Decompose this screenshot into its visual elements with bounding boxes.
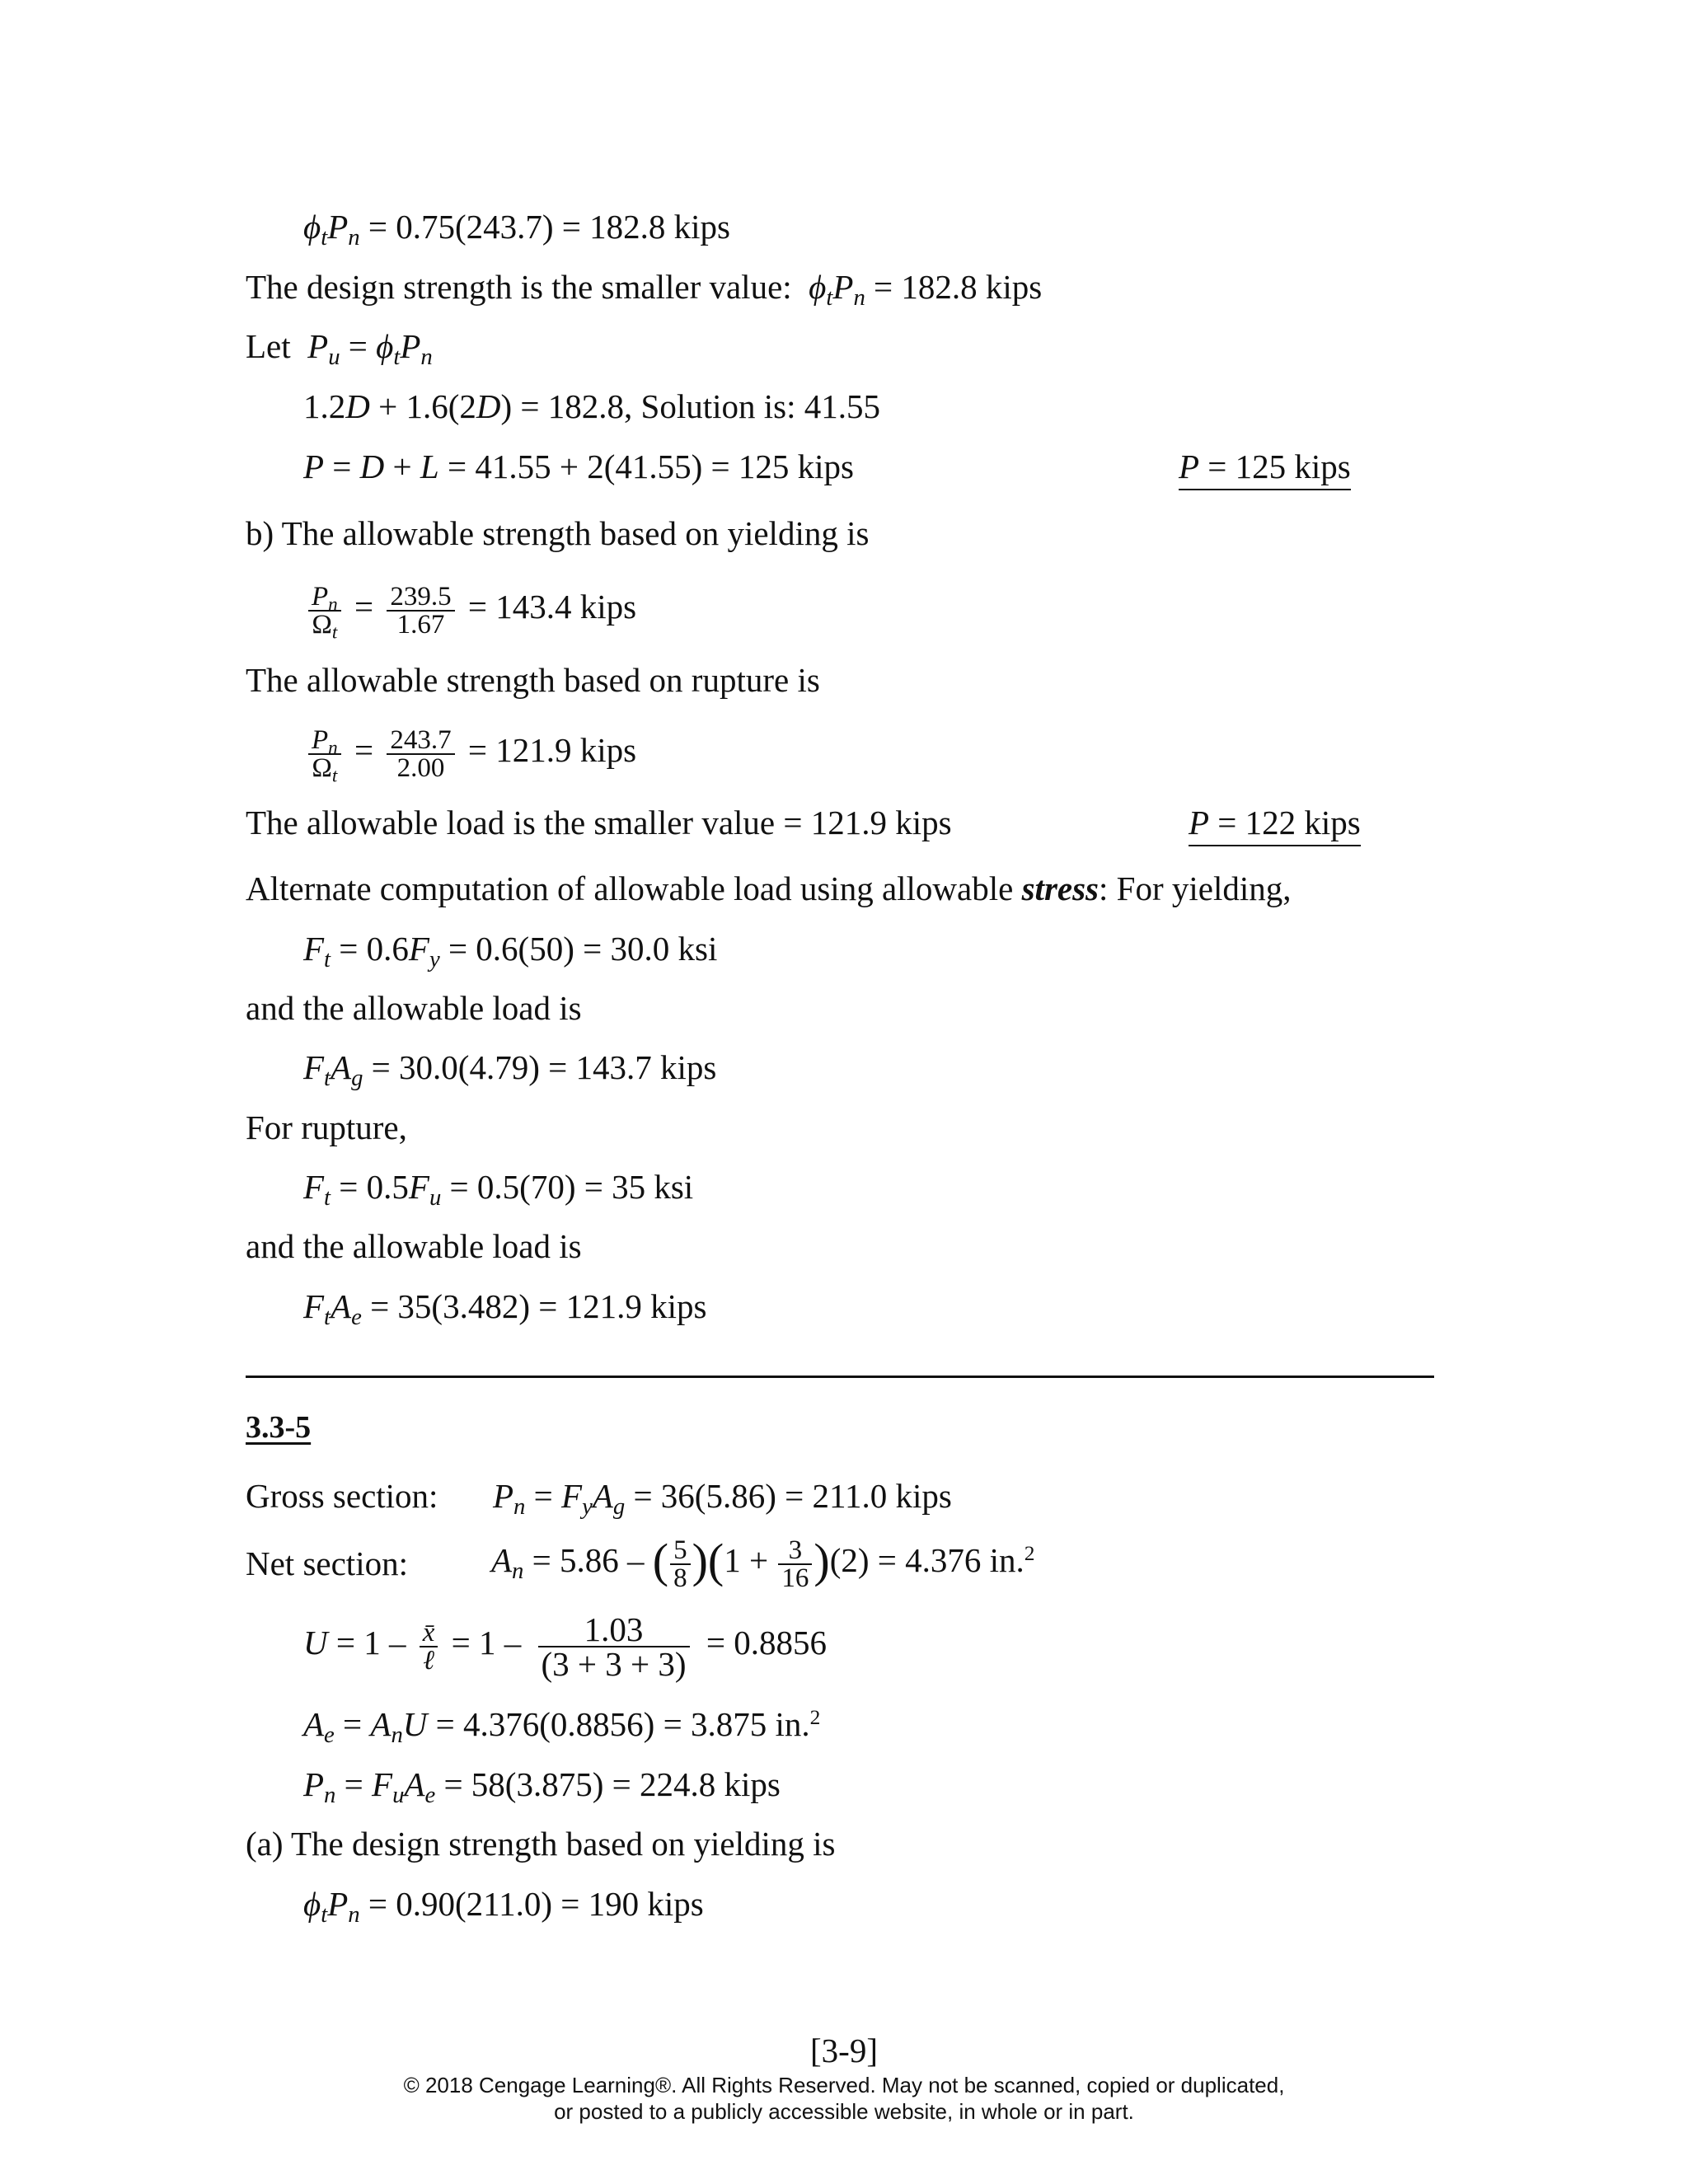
copyright-line-1: © 2018 Cengage Learning®. All Rights Reserved. May not be scanned, copied or duplicated, bbox=[403, 2073, 1285, 2097]
shear-lag-fraction: $\frac{1.03}{(3 + 3 + 3)}$ bbox=[538, 1613, 690, 1680]
equation-phi-pn-rupture: $\phi_tP_n = 0.75(243.7) = 182.8$ kips bbox=[303, 208, 731, 251]
copyright-line-2: or posted to a publicly accessible website, in whole or in part. bbox=[554, 2099, 1134, 2124]
and-allowable-text-1: and the allowable load is bbox=[246, 989, 582, 1027]
five-eighths-fraction: $\frac{5}{8}$ bbox=[670, 1537, 691, 1591]
design-strength-statement: The design strength is the smaller value: $\phi_tP_n = 182.8$ kips bbox=[246, 268, 1043, 312]
alternate-computation-text: Alternate computation of allowable load using allowable stress: For yielding, bbox=[246, 869, 1292, 907]
equation-ft-yield: $F_t = 0.6F_y = 0.6(50) = 30.0$ ksi bbox=[303, 930, 718, 973]
answer-b: P = 122 kips bbox=[1189, 802, 1361, 846]
answer-a: P = 125 kips bbox=[1179, 446, 1351, 490]
net-section-label: Net section: bbox=[246, 1544, 408, 1582]
rupture-fraction: $\frac{243.7}{2.00}$ bbox=[387, 727, 454, 781]
xbar-over-l-fraction: $\frac{x̄}{\text{ℓ}}$ bbox=[420, 1619, 438, 1674]
equation-total-load: P = D + L = 41.55 + 2(41.55) = 125 kips bbox=[303, 448, 854, 485]
equation-phi-pn-yield: $\phi_tP_n = 0.90(211.0) = 190$ kips bbox=[303, 1885, 704, 1929]
pn-over-omega-fraction: $\frac{P_n}{\Omega_t}$ bbox=[308, 727, 341, 781]
equation-rupture-allowable: $\frac{P_n}{\Omega_t}$ = $\frac{243.7}{2.00}$ = 121.9 kips bbox=[303, 717, 636, 783]
for-rupture-text: For rupture, bbox=[246, 1108, 407, 1146]
equation-net-section: $A_n = 5.86$ – ( $\frac{5}{8}$ )(1 + $\frac{3}{16}$ )(2) = 4.376 in.$^2$ bbox=[491, 1534, 1035, 1593]
equation-ftag: $F_tA_g = 30.0(4.79) = 143.7$ kips bbox=[303, 1048, 717, 1092]
design-strength-text: The design strength is the smaller value: bbox=[246, 268, 792, 306]
part-a-text: (a) The design strength based on yielding is bbox=[246, 1825, 836, 1863]
let-statement: Let $P_u = \phi_tP_n$ bbox=[246, 327, 433, 371]
section-divider bbox=[246, 1376, 1434, 1378]
yield-fraction: $\frac{239.5}{1.67}$ bbox=[387, 583, 454, 638]
part-b-text: b) The allowable strength based on yielding is bbox=[246, 514, 870, 552]
three-sixteenths-fraction: $\frac{3}{16}$ bbox=[778, 1537, 812, 1591]
and-allowable-text-2: and the allowable load is bbox=[246, 1227, 582, 1265]
equation-nominal-rupture: $P_n = F_uA_e = 58(3.875) = 224.8$ kips bbox=[303, 1765, 781, 1809]
equation-ftae: $F_tA_e = 35(3.482) = 121.9$ kips bbox=[303, 1287, 707, 1331]
equation-effective-area: $A_e = A_nU = 4.376(0.8856) = 3.875$ in.$^2$ bbox=[303, 1705, 821, 1749]
pn-over-omega-fraction: $\frac{P_n}{\Omega_t}$ bbox=[308, 583, 341, 638]
allowable-load-text: The allowable load is the smaller value = 121.9 kips bbox=[246, 804, 952, 841]
equation-gross-section: $P_n = F_yA_g = 36(5.86) = 211.0$ kips bbox=[493, 1477, 952, 1521]
equation-dead-load: 1.2D + 1.6(2D) = 182.8, Solution is: 41.55 bbox=[303, 387, 880, 425]
gross-section-label: Gross section: bbox=[246, 1477, 438, 1515]
rupture-strength-text: The allowable strength based on rupture is bbox=[246, 661, 820, 699]
equation-yield-allowable: $\frac{P_n}{\Omega_t}$ = $\frac{239.5}{1.67}$ = 143.4 kips bbox=[303, 574, 636, 640]
section-heading: 3.3-5 bbox=[246, 1410, 312, 1445]
page-number: [3-9] bbox=[810, 2032, 878, 2069]
equation-shear-lag: U = 1 – $\frac{x̄}{\text{ℓ}}$ = 1 – $\frac{1.03}{(3 + 3 + 3)}$ = 0.8856 bbox=[303, 1610, 827, 1683]
equation-ft-rupture: $F_t = 0.5F_u = 0.5(70) = 35$ ksi bbox=[303, 1168, 694, 1212]
let-text: Let bbox=[246, 327, 291, 365]
